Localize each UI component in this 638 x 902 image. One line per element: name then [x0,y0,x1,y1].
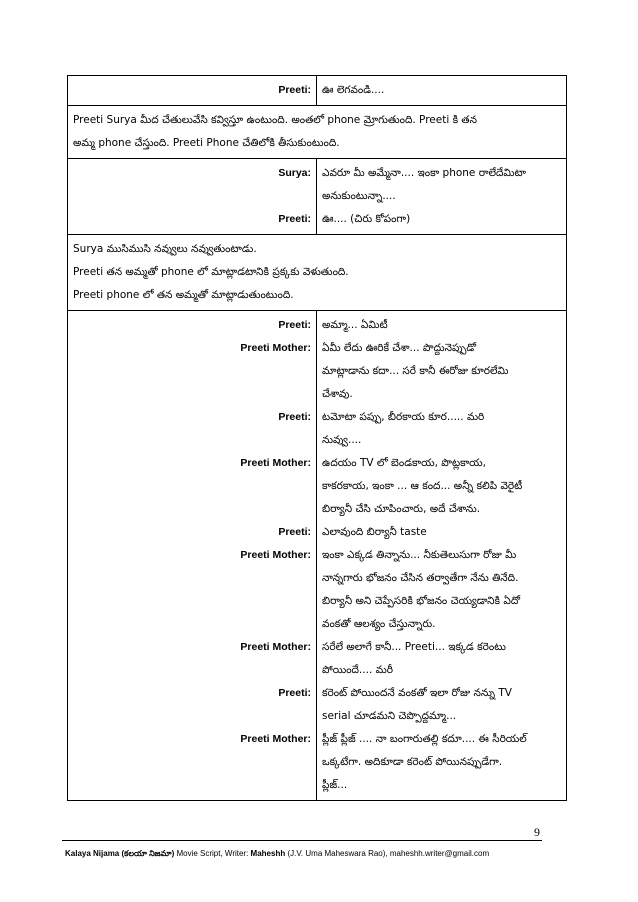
speaker-name [73,751,311,774]
speaker-name [73,475,311,498]
dialog-line: ఉదయం TV లో బెండకాయ, పొట్లకాయ, [322,457,487,469]
speaker-name: Preeti: [278,526,311,538]
action-line: Preeti తన అమ్మతో phone లో మాట్లాడటానికి ప్రక్కకు వెళుతుంది. [73,266,349,278]
action-line: Surya ముసిముసి నవ్వులు నవ్వుతుంటాడు. [73,243,257,255]
speaker-name: Preeti Mother: [240,457,311,469]
speaker-name: Preeti Mother: [240,733,311,745]
speaker-name: Preeti: [278,319,311,331]
dialog-line: నాన్నగారు భోజనం చేసిన తర్వాతేగా నేను తినేది. [322,572,519,584]
page-footer [65,849,489,860]
dialog-line: కరెంట్ పోయిందనే వంకతో ఇలా రోజు నన్ను TV [322,687,512,699]
footer-text-2: (J.V. Uma Maheswara Rao), maheshh.writer@gmail.com [285,849,490,858]
dialog-line: serial చూడమని చెప్పొద్దమ్మా... [322,710,457,722]
speaker-name [73,705,311,728]
dialog-line: కాకరకాయ, ఇంకా ... ఆ కంద... అన్నీ కలిపి వెరైటీ [322,480,523,492]
speaker-name: Preeti Mother: [240,641,311,653]
footer-title: Kalaya Nijama (కలయా నిజమా) [65,849,175,858]
footer-divider [62,840,542,841]
dialog-line: ఇంకా ఎక్కడ తిన్నాను... నీకుతెలుసుగా రోజు మీ [322,549,517,561]
dialog-line: వంకతో ఆలశ్యం చేస్తున్నారు. [322,618,436,630]
dialog-line: ప్లీజ్ ప్లీజ్ .... నా బంగారుతల్లి కదూ.... ఈ సీరియల్ [322,733,527,745]
dialog-line: ఎలావుంది బిర్యానీ taste [322,526,427,538]
dialog-cell [317,311,567,801]
dialog-line: మాట్లాడాను కదా... సరే కానీ ఈరోజు కూరలేమి [322,365,509,377]
page-number: 9 [534,825,540,839]
dialog-row [68,311,567,801]
dialog-line: ప్లీజ్... [322,779,348,791]
speaker-cell [68,159,317,235]
speaker-name [73,590,311,613]
dialog-line: టమోటా పప్పు, బీరకాయ కూర..... మరి [322,411,485,423]
action-line: అమ్మ phone చేస్తుంది. Preeti Phone చేతిలోకి తీసుకుంటుంది. [73,137,340,149]
dialog-line: బిర్యానీ అని చెప్పేసరికి భోజనం చెయ్యడానికి ఏదో [322,595,520,607]
speaker-name [73,774,311,797]
speaker-name: Preeti: [278,84,311,96]
speaker-name: Preeti: [278,213,311,225]
dialog-line: ఒక్కటేగా. అదికూడా కరెంట్ పోయినప్పుడేగా. [322,756,503,768]
dialog-line: సరేలే అలాగే కానీ... Preeti... ఇక్కడ కరెంటు [322,641,506,653]
footer-writer: Maheshh [250,849,286,858]
speaker-cell [68,311,317,801]
speaker-name [73,383,311,406]
dialog-cell [317,76,567,106]
dialog-line: ఏమీ లేదు ఊరికే చేశా... పొద్దునెప్పుడో [322,342,476,354]
dialog-line: అమ్మా... ఏమిటీ [322,319,388,331]
dialog-row [68,76,567,106]
dialog-line: బిర్యానీ చేసి చూపించారు, అదే చేశాను. [322,503,481,515]
speaker-name: Preeti Mother: [240,549,311,561]
speaker-name: Preeti Mother: [240,342,311,354]
dialog-line: ఊ.... (చిరు కోపంగా) [322,213,411,225]
dialog-line: పోయిందే.... మరీ [322,664,393,676]
script-table [67,75,567,801]
speaker-name [73,498,311,521]
footer-text-1: Movie Script, Writer: [174,849,251,858]
action-row [68,106,567,159]
speaker-name [73,567,311,590]
action-cell [68,106,567,159]
dialog-line: ఊ లెగవండి.... [322,84,385,96]
action-line: Preeti phone లో తన అమ్మతో మాట్లాడుతుంటుంది. [73,289,294,301]
dialog-line: అనుకుంటున్నా.... [322,190,396,202]
action-cell [68,235,567,311]
dialog-line: ఎవరూ మీ అమ్మేనా.... ఇంకా phone రాలేదేమిటా [322,167,527,179]
speaker-name: Preeti: [278,411,311,423]
speaker-name: Surya: [278,167,311,179]
speaker-name [73,659,311,682]
speaker-name [73,185,311,208]
speaker-cell [68,76,317,106]
speaker-name [73,613,311,636]
speaker-name: Preeti: [278,687,311,699]
action-row [68,235,567,311]
dialog-line: నువ్వు.... [322,434,362,446]
dialog-cell [317,159,567,235]
dialog-line: చేశావు. [322,388,353,400]
action-line: Preeti Surya మీద చేతులువేసి కవ్విస్తూ ఉంటుంది. అంతలో phone మ్రోగుతుంది. Preeti కి తన [73,114,477,126]
speaker-name [73,360,311,383]
dialog-row [68,159,567,235]
speaker-name [73,429,311,452]
